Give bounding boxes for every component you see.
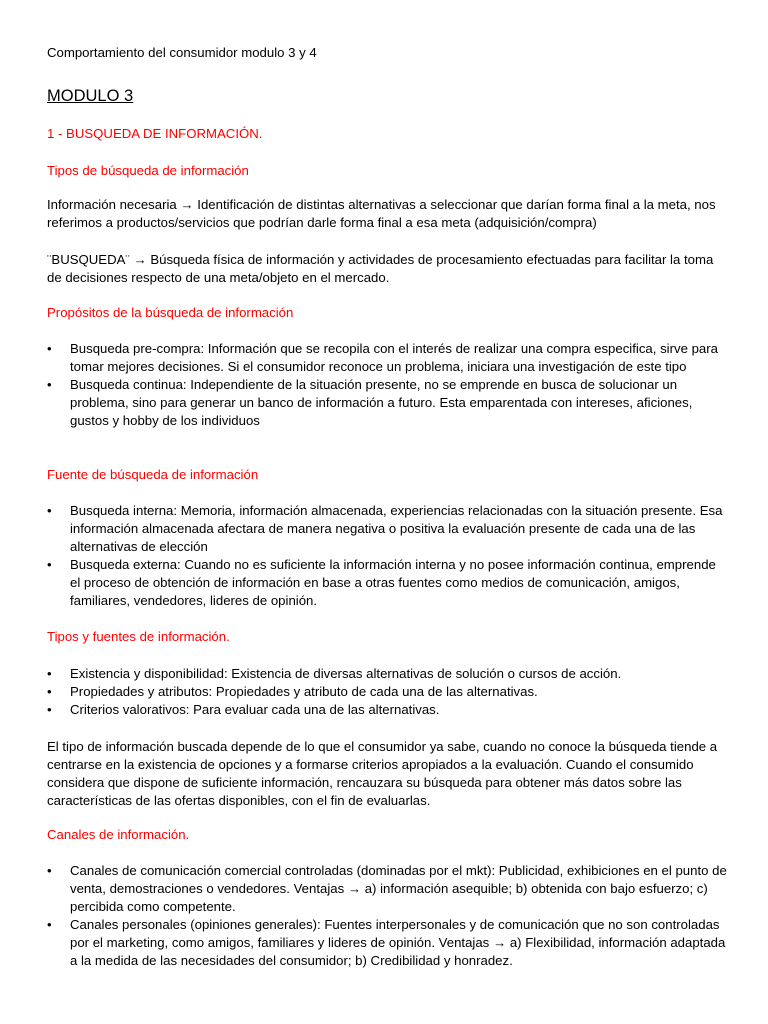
list-item: • Busqueda externa: Cuando no es suficiente la información interna y no posee información continua, emprende el proceso de obtención de información en base a otras fuentes como medios de comunicación, amigos, familiares, vendedores, lideres de opinión. [47, 556, 727, 610]
list-item-text: Canales personales (opiniones generales): Fuentes interpersonales y de comunicación que no son controladas por el marketing, como amigos, familiares y lideres de opinión. Ventajas [70, 917, 720, 950]
list-fuentes [47, 502, 727, 610]
subheading-canales: Canales de información. [47, 827, 190, 842]
list-item-text: Canales de comunicación comercial controladas (dominadas por el mkt): Publicidad, exhibiciones en el punto de venta, demostraciones o vendedores. Ventajas [70, 863, 727, 896]
subheading-propositos: Propósitos de la búsqueda de información [47, 305, 294, 320]
paragraph-text: Identificación de distintas alternativas a seleccionar que darían forma final a la meta, nos referimos a productos/servicios que podrían darle forma final a esa meta (adquisición/compra) [47, 197, 716, 230]
paragraph-lead: Información necesaria [47, 197, 177, 212]
document-title: Comportamiento del consumidor modulo 3 y 4 [47, 45, 317, 60]
subheading-tipos-busqueda: Tipos de búsqueda de información [47, 163, 249, 178]
arrow-right-icon: → [492, 935, 507, 950]
list-item-text: a) Flexibilidad, información adaptada a la medida de las necesidades del consumidor; b) Credibilidad y honradez. [70, 935, 726, 968]
module-heading: MODULO 3 [47, 87, 134, 105]
list-item: • Criterios valorativos: Para evaluar cada una de las alternativas. [47, 701, 727, 719]
arrow-right-icon: → [180, 197, 194, 212]
list-item: • Busqueda pre-compra: Información que se recopila con el interés de realizar una compra especifica, sirve para tomar mejores decisiones. Si el consumidor reconoce un problema, iniciara una investigación de este tipo [47, 340, 727, 376]
list-item-text: a) información asequible; b) obtenida con bajo esfuerzo; c) percibida como competente. [70, 881, 708, 914]
paragraph-informacion-necesaria [47, 196, 727, 232]
paragraph-text: Búsqueda física de información y actividades de procesamiento efectuadas para facilitar la toma de decisiones respecto de una meta/objeto en el mercado. [47, 252, 714, 285]
list-item [47, 862, 727, 916]
subheading-tipos-fuentes: Tipos y fuentes de información. [47, 629, 230, 644]
list-item: • Busqueda continua: Independiente de la situación presente, no se emprende en busca de solucionar un problema, sino para generar un banco de información a futuro. Esta emparentada con intereses, aficiones, gustos y hobby de los individuos [47, 376, 727, 430]
list-item: • Existencia y disponibilidad: Existencia de diversas alternativas de solución o cursos de acción. [47, 665, 727, 683]
paragraph-lead: ¨BUSQUEDA¨ [47, 252, 130, 267]
arrow-right-icon: → [347, 881, 362, 896]
list-propositos [47, 340, 727, 430]
list-item [47, 916, 727, 970]
paragraph-tipo-informacion: El tipo de información buscada depende de lo que el consumidor ya sabe, cuando no conoce la búsqueda tiende a centrarse en la existencia de opciones y a formarse criterios apropiados a la evaluación. Cuando el consumido considera que dispone de suficiente información, rencauzara su búsqueda para obtener más datos sobre las características de las ofertas disponibles, con el fin de evaluarlas. [47, 739, 718, 808]
subheading-fuente: Fuente de búsqueda de información [47, 467, 259, 482]
arrow-right-icon: → [133, 252, 147, 267]
section-heading: 1 - BUSQUEDA DE INFORMACIÓN. [47, 126, 263, 141]
paragraph-busqueda [47, 251, 727, 287]
list-tipos-fuentes [47, 665, 727, 719]
list-item: • Propiedades y atributos: Propiedades y atributo de cada una de las alternativas. [47, 683, 727, 701]
list-item: • Busqueda interna: Memoria, información almacenada, experiencias relacionadas con la situación presente. Esa información almacenada afectara de manera negativa o positiva la evaluación presente de cada una de las alternativas de elección [47, 502, 727, 556]
list-canales [47, 862, 727, 970]
